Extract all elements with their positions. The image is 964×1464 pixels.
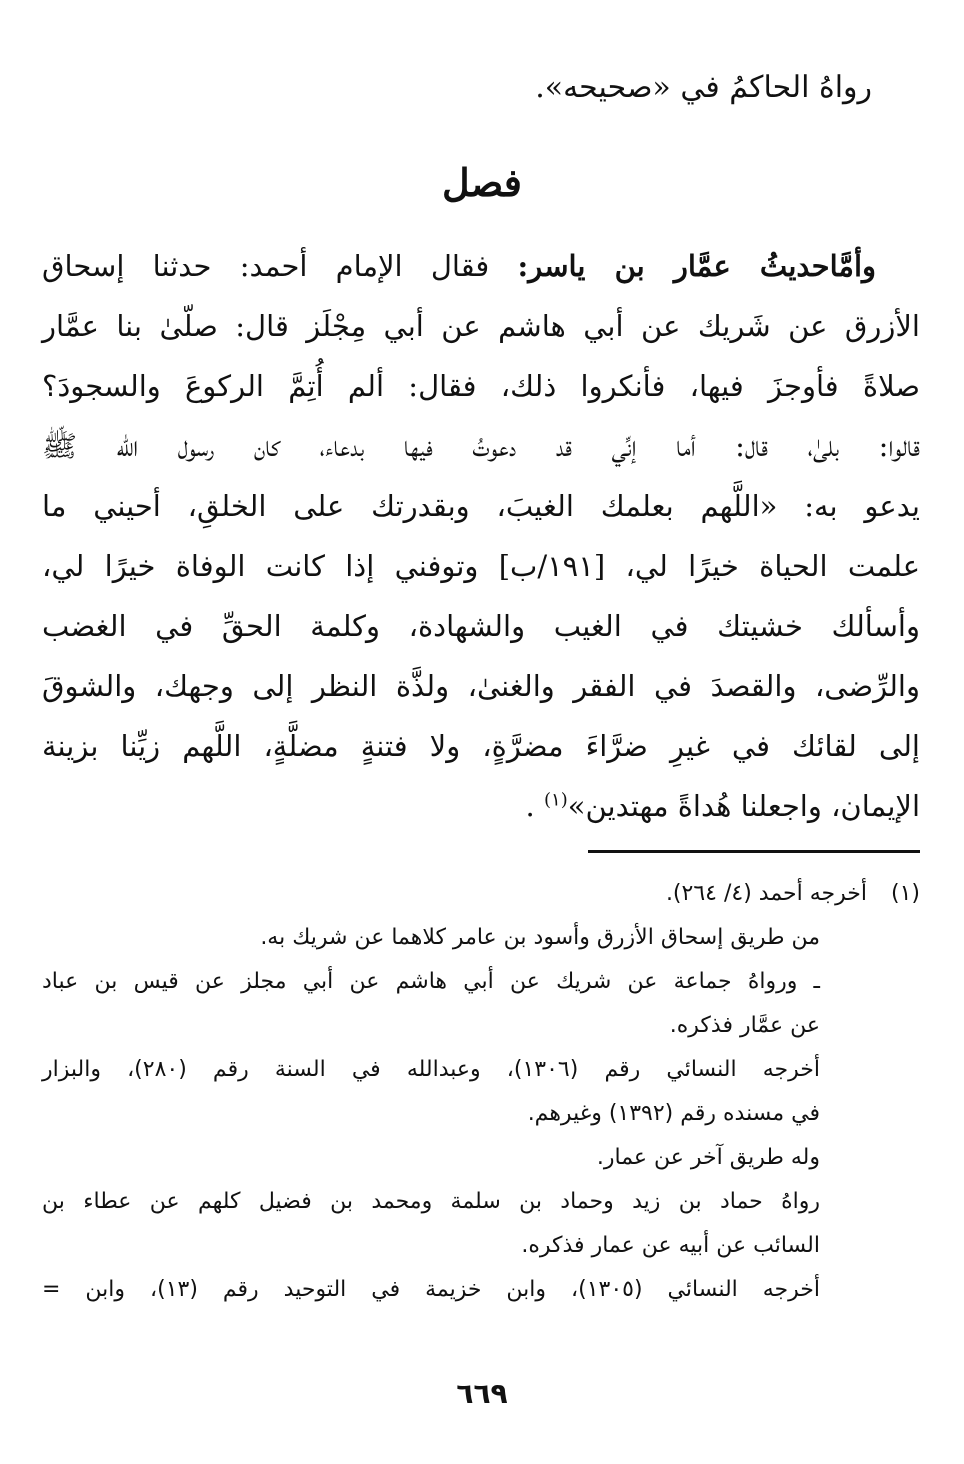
paragraph-line-text: فقال الإمام أحمد: حدثنا إسحاق [42, 249, 490, 283]
footnote-line: أخرجه النسائي (١٣٠٥)، وابن خزيمة في التوحيد رقم (١٣)، وابن = [42, 1277, 820, 1302]
paragraph-line-text: الإيمان، واجعلنا هُداةً مهتدين» [567, 789, 920, 823]
main-paragraph [42, 236, 920, 836]
paragraph-final-period: . [525, 789, 544, 823]
footnotes [42, 872, 920, 1312]
paragraph-line: يدعو به: «اللَّهم بعلمك الغيبَ، وبقدرتك على الخلقِ، أحيني ما [42, 489, 920, 523]
paragraph-line: قالوا: بلىٰ، قال: أما إنِّي قد دعوتُ فيها بدعاء، كان رسول الله ﷺ [42, 429, 920, 463]
footnote-line: السائب عن أبيه عن عمار فذكره. [521, 1233, 820, 1258]
paragraph-line [42, 236, 920, 296]
paragraph-last-line [42, 776, 920, 836]
paragraph-line: إلى لقائك في غيرِ ضرَّاءَ مضرَّةٍ، ولا فتنةٍ مضلَّةٍ، اللَّهم زيِّنا بزينة [42, 729, 920, 763]
footnote-line: وله طريق آخر عن عمار. [596, 1145, 820, 1170]
footnote-reference: (١) [543, 789, 568, 811]
paragraph-line: والرِّضى، والقصدَ في الفقر والغنىٰ، ولذَّة النظر إلى وجهك، والشوقَ [42, 669, 920, 703]
footnote-line: رواهُ حماد بن زيد وحماد بن سلمة ومحمد بن فضيل كلهم عن عطاء بن [42, 1189, 820, 1214]
footnote-line-text: أخرجه أحمد (٤/ ٢٦٤). [665, 881, 867, 906]
footnote-line: أخرجه النسائي رقم (١٣٠٦)، وعبدالله في السنة رقم (٢٨٠)، والبزار [42, 1057, 820, 1082]
footnote-separator [588, 850, 920, 853]
footnote-line: عن عمَّار فذكره. [669, 1013, 820, 1038]
footnote-line: من طريق إسحاق الأزرق وأسود بن عامر كلاهما عن شريك به. [260, 925, 820, 950]
section-title: فصل [442, 160, 522, 205]
footnote-number: (١) [890, 881, 920, 906]
paragraph-line: وأسألك خشيتك في الغيب والشهادة، وكلمة الحقِّ في الغضب [42, 609, 920, 643]
paragraph-line: علمت الحياة خيرًا لي، [١٩١/ب] وتوفني إذا كانت الوفاة خيرًا لي، [42, 549, 920, 583]
footnote-line [42, 872, 920, 916]
footnote-line: ـ ورواهُ جماعة عن شريك عن أبي هاشم عن أبي مجلز عن قيس بن عباد [42, 969, 820, 994]
paragraph-line: الأزرق عن شَريك عن أبي هاشم عن أبي مِجْلَز قال: صلّىٰ بنا عمَّار [42, 309, 920, 343]
page-number: ٦٦٩ [456, 1377, 508, 1410]
paragraph-line: صلاةً فأوجزَ فيها، فأنكروا ذلك، فقال: ألم أُتِمَّ الركوعَ والسجودَ؟ [42, 369, 920, 403]
footnote-line: في مسنده رقم (١٣٩٢) وغيرهم. [527, 1101, 820, 1126]
intro-line: رواهُ الحاكمُ في «صحيحه». [535, 70, 872, 105]
paragraph-lead: وأمَّاحديثُ عمَّار بن ياسر: [517, 249, 877, 283]
